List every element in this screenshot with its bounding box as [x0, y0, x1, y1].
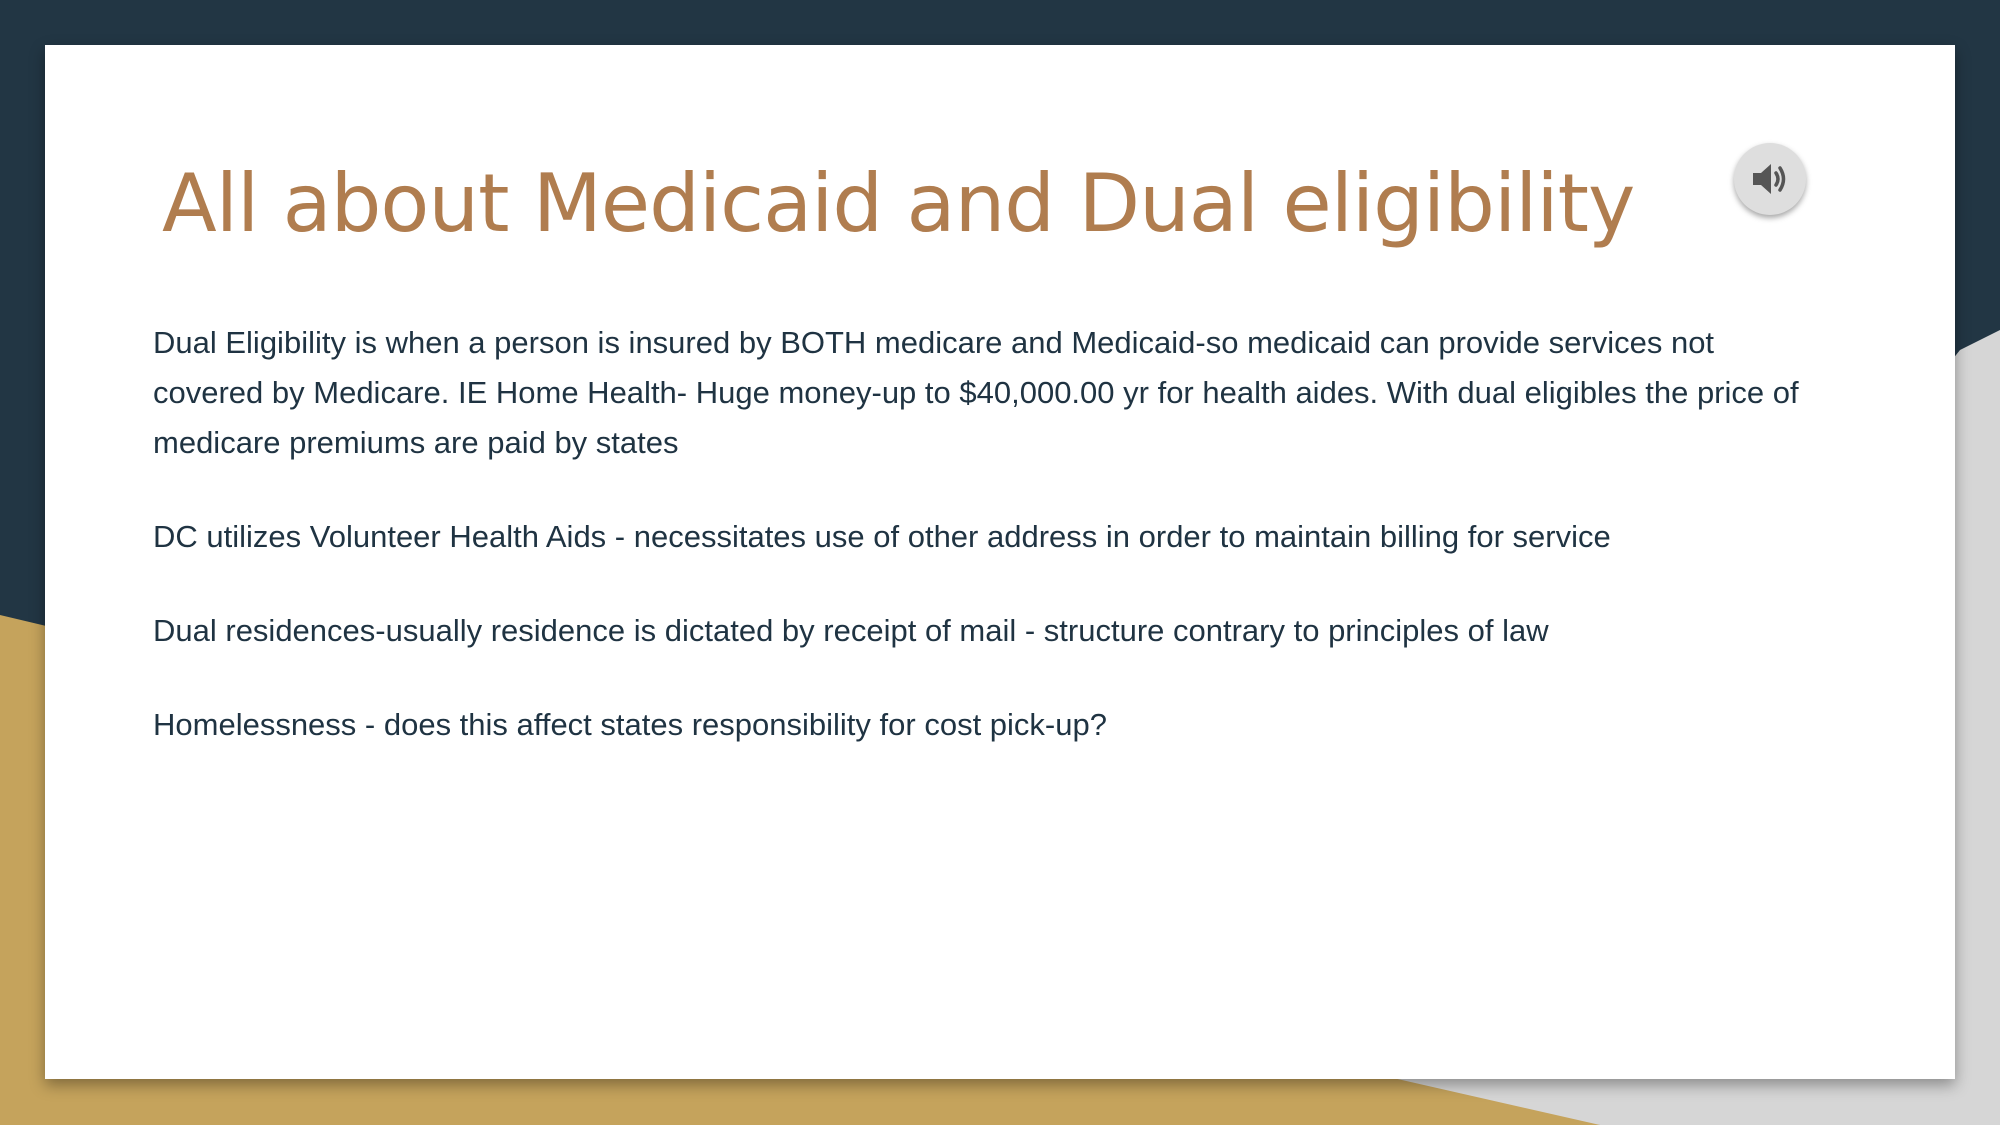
paragraph-dual-residences: Dual residences-usually residence is dictated by receipt of mail - structure contrary to principles of law — [153, 613, 1549, 648]
paragraph-volunteer-health-aids: DC utilizes Volunteer Health Aids - necessitates use of other address in order to maintain billing for service — [153, 519, 1611, 554]
speaker-volume-icon — [1751, 162, 1789, 196]
slide-title: All about Medicaid and Dual eligibility — [162, 157, 1635, 250]
slide-body — [153, 318, 1813, 794]
paragraph-dual-eligibility: Dual Eligibility is when a person is insured by BOTH medicare and Medicaid-so medicaid can provide services not covered by Medicare. IE Home Health- Huge money-up to $40,000.00 yr for health aides. With dual eligibles the price of medicare premiums are paid by states — [153, 325, 1799, 460]
paragraph-homelessness: Homelessness - does this affect states responsibility for cost pick-up? — [153, 707, 1107, 742]
audio-play-button[interactable] — [1734, 143, 1806, 215]
